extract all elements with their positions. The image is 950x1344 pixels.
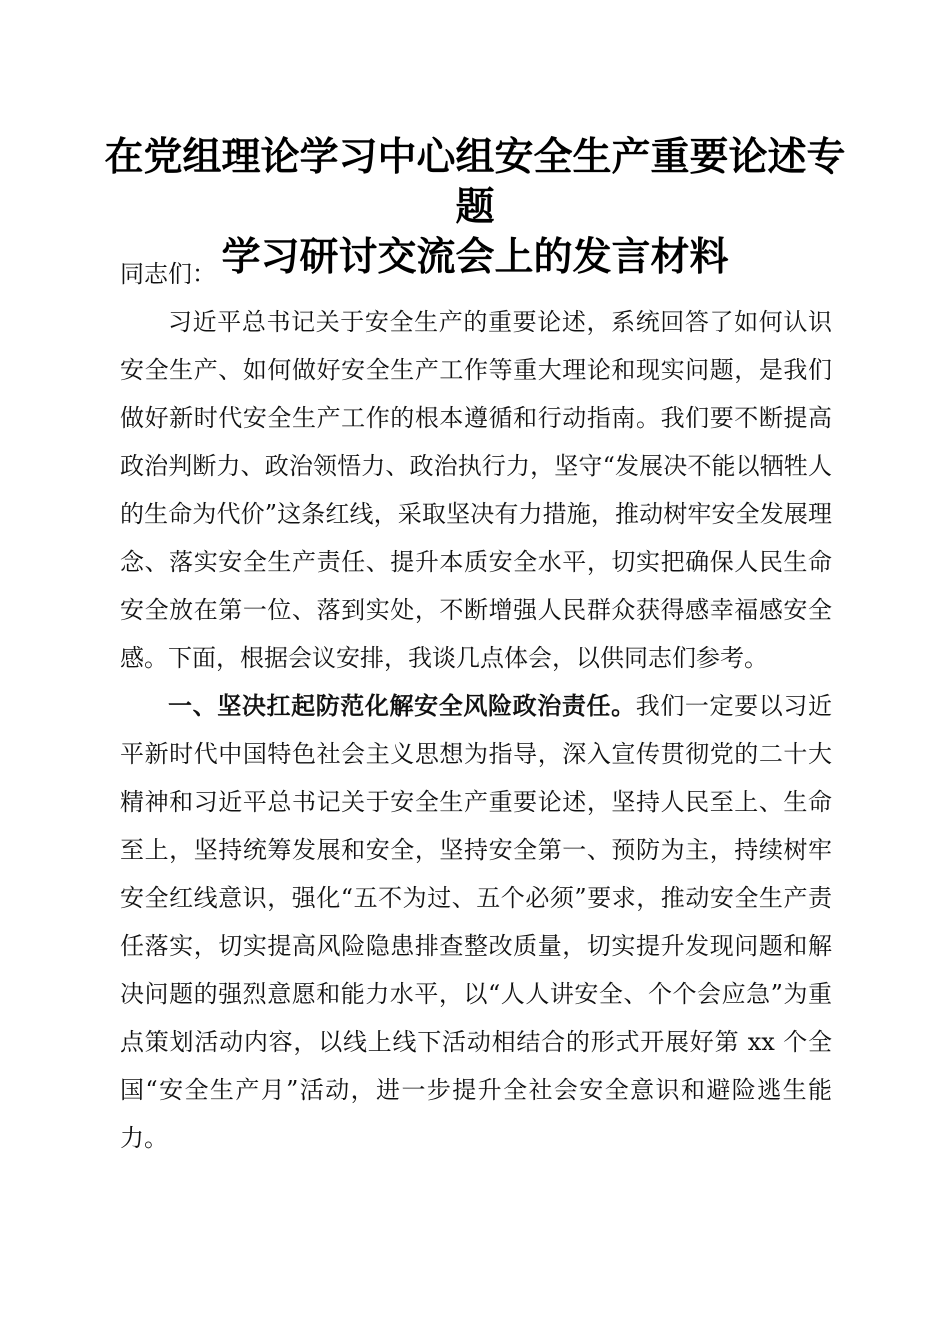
section-1-body: 我们一定要以习近平新时代中国特色社会主义思想为指导，深入宣传贯彻党的二十大精神和习近平总书记关于安全生产重要论述，坚持人民至上、生命至上，坚持统筹发展和安全，坚持安全第一、预防为主，持续树牢安全红线意识，强化“五不为过、五个必须”要求，推动安全生产责任落实，切实提高风险隐患排查整改质量，切实提升发现问题和解决问题的强烈意愿和能力水平，以“人人讲安全、个个会应急”为重点策划活动内容，以线上线下活动相结合的形式开展好第 xx 个全国“安全生产月”活动，进一步提升全社会安全意识和避险逃生能力。 <box>120 692 833 1152</box>
section-1-heading: 一、坚决扛起防范化解安全风险政治责任。 <box>168 691 636 720</box>
greeting: 同志们： <box>120 260 216 288</box>
document-body <box>120 250 832 1162</box>
title-line-2: 学习研讨交流会上的发言材料 <box>221 234 729 280</box>
intro-paragraph: 习近平总书记关于安全生产的重要论述，系统回答了如何认识安全生产、如何做好安全生产工作等重大理论和现实问题，是我们做好新时代安全生产工作的根本遵循和行动指南。我们要不断提高政治判断力、政治领悟力、政治执行力，坚守“发展决不能以牺牲人的生命为代价”这条红线，采取坚决有力措施，推动树牢安全发展理念、落实安全生产责任、提升本质安全水平，切实把确保人民生命安全放在第一位、落到实处，不断增强人民群众获得感幸福感安全感。下面，根据会议安排，我谈几点体会，以供同志们参考。 <box>120 308 832 672</box>
section-1-paragraph <box>120 682 832 1162</box>
title-line-1: 在党组理论学习中心组安全生产重要论述专题 <box>104 134 846 230</box>
